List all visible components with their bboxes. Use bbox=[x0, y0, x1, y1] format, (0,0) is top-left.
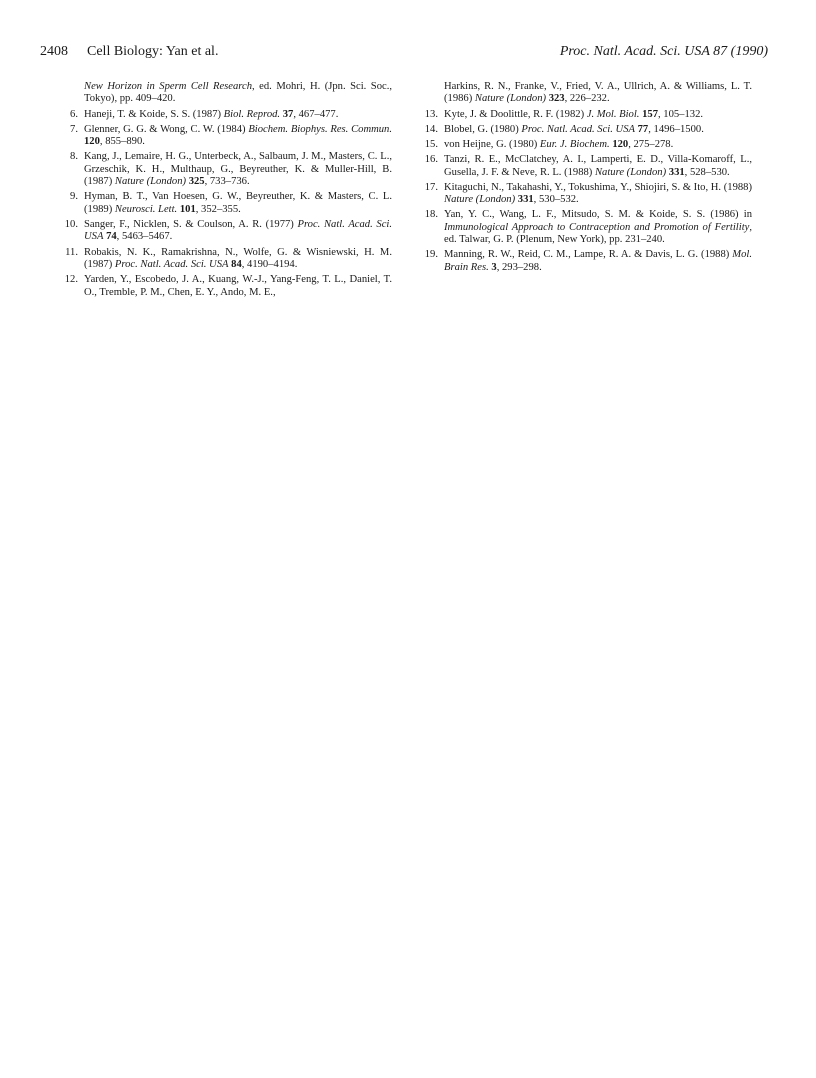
reference-item: 8. Kang, J., Lemaire, H. G., Unterbeck, A., Salbaum, J. M., Masters, C. L., Grzeschik, K. H., Multhaup, G., Beyreuther, K. & Muller-Hill, B. (1987) Nature (London) 325, 733–736. bbox=[60, 151, 392, 188]
reference-item: 15. von Heijne, G. (1980) Eur. J. Biochem. 120, 275–278. bbox=[420, 139, 752, 151]
reference-item: 16. Tanzi, R. E., McClatchey, A. I., Lamperti, E. D., Villa-Komaroff, L., Gusella, J. F. & Neve, R. L. (1988) Nature (London) 331, 528–530. bbox=[420, 154, 752, 179]
reference-item: 18. Yan, Y. C., Wang, L. F., Mitsudo, S. M. & Koide, S. S. (1986) in Immunological Approach to Contraception and Promotion of Fertility, ed. Talwar, G. P. (Plenum, New York), pp. 231–240. bbox=[420, 209, 752, 246]
reference-number: 16. bbox=[424, 154, 438, 166]
running-header bbox=[40, 44, 768, 64]
reference-item: 10. Sanger, F., Nicklen, S. & Coulson, A. R. (1977) Proc. Natl. Acad. Sci. USA 74, 5463–5467. bbox=[60, 219, 392, 244]
reference-item: 12. Yarden, Y., Escobedo, J. A., Kuang, W.-J., Yang-Feng, T. L., Daniel, T. O., Tremble, P. M., Chen, E. Y., Ando, M. E., bbox=[60, 274, 392, 299]
reference-item: 19. Manning, R. W., Reid, C. M., Lampe, R. A. & Davis, L. G. (1988) Mol. Brain Res. 3, 293–298. bbox=[420, 249, 752, 274]
reference-item: 17. Kitaguchi, N., Takahashi, Y., Tokushima, Y., Shiojiri, S. & Ito, H. (1988) Nature (London) 331, 530–532. bbox=[420, 182, 752, 207]
reference-number: 9. bbox=[70, 191, 78, 203]
reference-item: Harkins, R. N., Franke, V., Fried, V. A., Ullrich, A. & Williams, L. T. (1986) Nature (London) 323, 226–232. bbox=[444, 81, 752, 105]
reference-item: 9. Hyman, B. T., Van Hoesen, G. W., Beyreuther, K. & Masters, C. L. (1989) Neurosci. Lett. 101, 352–355. bbox=[60, 191, 392, 216]
reference-item: 14. Blobel, G. (1980) Proc. Natl. Acad. Sci. USA 77, 1496–1500. bbox=[420, 124, 752, 136]
references-left-column bbox=[60, 81, 392, 302]
reference-number: 7. bbox=[70, 123, 78, 135]
references-right-column bbox=[420, 81, 752, 277]
reference-item: 11. Robakis, N. K., Ramakrishna, N., Wolfe, G. & Wisniewski, H. M. (1987) Proc. Natl. Acad. Sci. USA 84, 4190–4194. bbox=[60, 247, 392, 272]
reference-item: 7. Glenner, G. G. & Wong, C. W. (1984) Biochem. Biophys. Res. Commun. 120, 855–890. bbox=[60, 124, 392, 149]
running-title: Cell Biology: Yan et al. bbox=[87, 44, 219, 59]
reference-number: 17. bbox=[424, 181, 438, 193]
reference-number: 11. bbox=[65, 246, 78, 258]
reference-number: 13. bbox=[424, 108, 438, 120]
reference-number: 8. bbox=[70, 151, 78, 163]
reference-number: 6. bbox=[70, 108, 78, 120]
reference-item: 6. Haneji, T. & Koide, S. S. (1987) Biol. Reprod. 37, 467–477. bbox=[60, 109, 392, 121]
reference-number: 15. bbox=[424, 139, 438, 151]
journal-citation: Proc. Natl. Acad. Sci. USA 87 (1990) bbox=[559, 44, 768, 59]
reference-item: New Horizon in Sperm Cell Research, ed. Mohri, H. (Jpn. Sci. Soc., Tokyo), pp. 409–420. bbox=[84, 81, 392, 105]
reference-number: 18. bbox=[424, 209, 438, 221]
reference-number: 19. bbox=[424, 249, 438, 261]
reference-number: 14. bbox=[424, 123, 438, 135]
page-number: 2408 bbox=[40, 44, 68, 59]
reference-number: 10. bbox=[64, 219, 78, 231]
reference-item: 13. Kyte, J. & Doolittle, R. F. (1982) J. Mol. Biol. 157, 105–132. bbox=[420, 109, 752, 121]
reference-number: 12. bbox=[64, 274, 78, 286]
